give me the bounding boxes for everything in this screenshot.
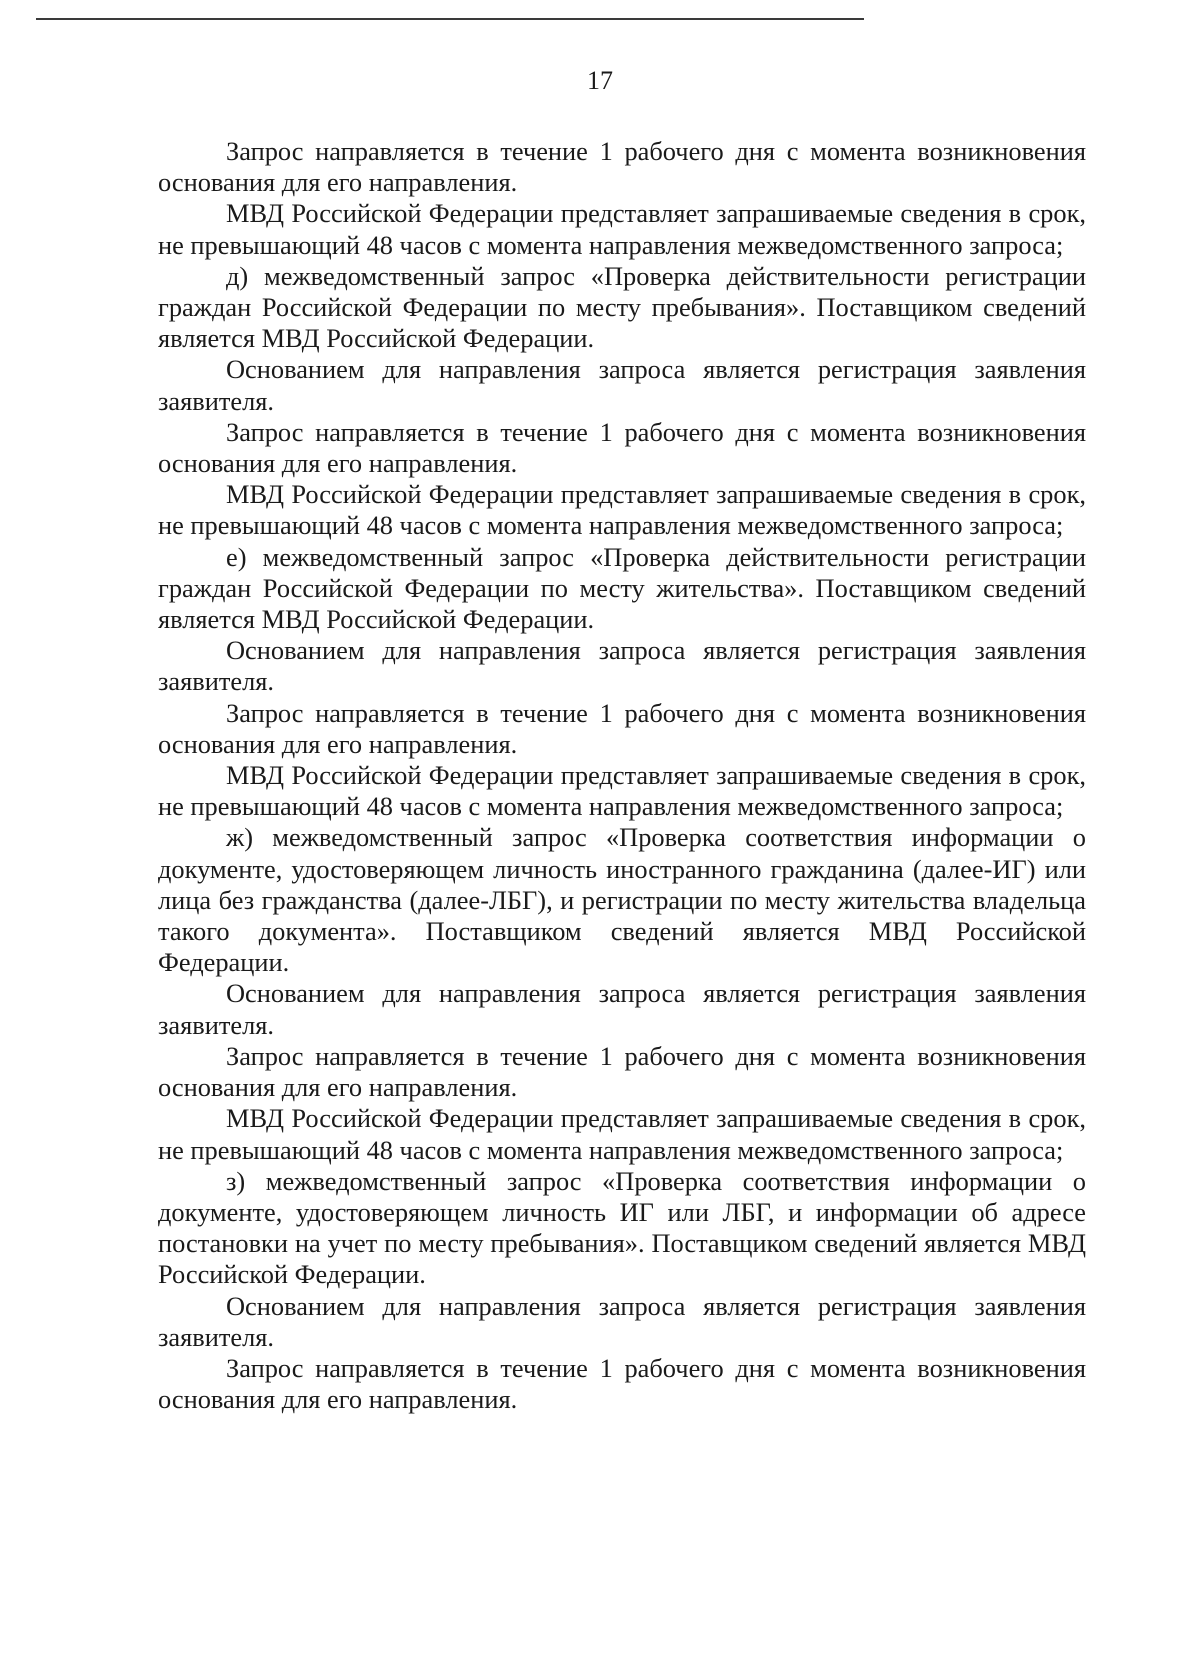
paragraph: Основанием для направления запроса является регистрация заявления заявителя. (158, 1290, 1086, 1352)
paragraph: МВД Российской Федерации представляет запрашиваемые сведения в срок, не превышающий 48 часов с момента направления межведомственного запроса; (158, 198, 1086, 260)
paragraph: з) межведомственный запрос «Проверка соответствия информации о документе, удостоверяющем личность ИГ или ЛБГ, и информации об адресе постановки на учет по месту пребывания». Поставщиком сведений является МВД Российской Федерации. (158, 1165, 1086, 1290)
paragraph: ж) межведомственный запрос «Проверка соответствия информации о документе, удостоверяющем личность иностранного гражданина (далее-ИГ) или лица без гражданства (далее-ЛБГ), и регистрации по месту жительства владельца такого документа». Поставщиком сведений является МВД Российской Федерации. (158, 822, 1086, 978)
paragraph: Основанием для направления запроса является регистрация заявления заявителя. (158, 635, 1086, 697)
top-rule (36, 18, 864, 20)
paragraph: Основанием для направления запроса является регистрация заявления заявителя. (158, 354, 1086, 416)
paragraph: Запрос направляется в течение 1 рабочего дня с момента возникновения основания для его направления. (158, 1352, 1086, 1415)
paragraph: МВД Российской Федерации представляет запрашиваемые сведения в срок, не превышающий 48 часов с момента направления межведомственного запроса; (158, 760, 1086, 822)
paragraph: Запрос направляется в течение 1 рабочего дня с момента возникновения основания для его направления. (158, 416, 1086, 479)
paragraph: Запрос направляется в течение 1 рабочего дня с момента возникновения основания для его направления. (158, 1040, 1086, 1103)
page-number: 17 (587, 66, 613, 95)
paragraph: д) межведомственный запрос «Проверка действительности регистрации граждан Российской Федерации по месту пребывания». Поставщиком сведений является МВД Российской Федерации. (158, 260, 1086, 354)
paragraph: МВД Российской Федерации представляет запрашиваемые сведения в срок, не превышающий 48 часов с момента направления межведомственного запроса; (158, 1103, 1086, 1165)
document-body (158, 136, 1086, 1415)
paragraph: Запрос направляется в течение 1 рабочего дня с момента возникновения основания для его направления. (158, 697, 1086, 759)
paragraph: Основанием для направления запроса является регистрация заявления заявителя. (158, 978, 1086, 1040)
paragraph: Запрос направляется в течение 1 рабочего дня с момента возникновения основания для его направления. (158, 136, 1086, 198)
paragraph: МВД Российской Федерации представляет запрашиваемые сведения в срок, не превышающий 48 часов с момента направления межведомственного запроса; (158, 479, 1086, 541)
paragraph: е) межведомственный запрос «Проверка действительности регистрации граждан Российской Федерации по месту жительства». Поставщиком сведений является МВД Российской Федерации. (158, 541, 1086, 635)
